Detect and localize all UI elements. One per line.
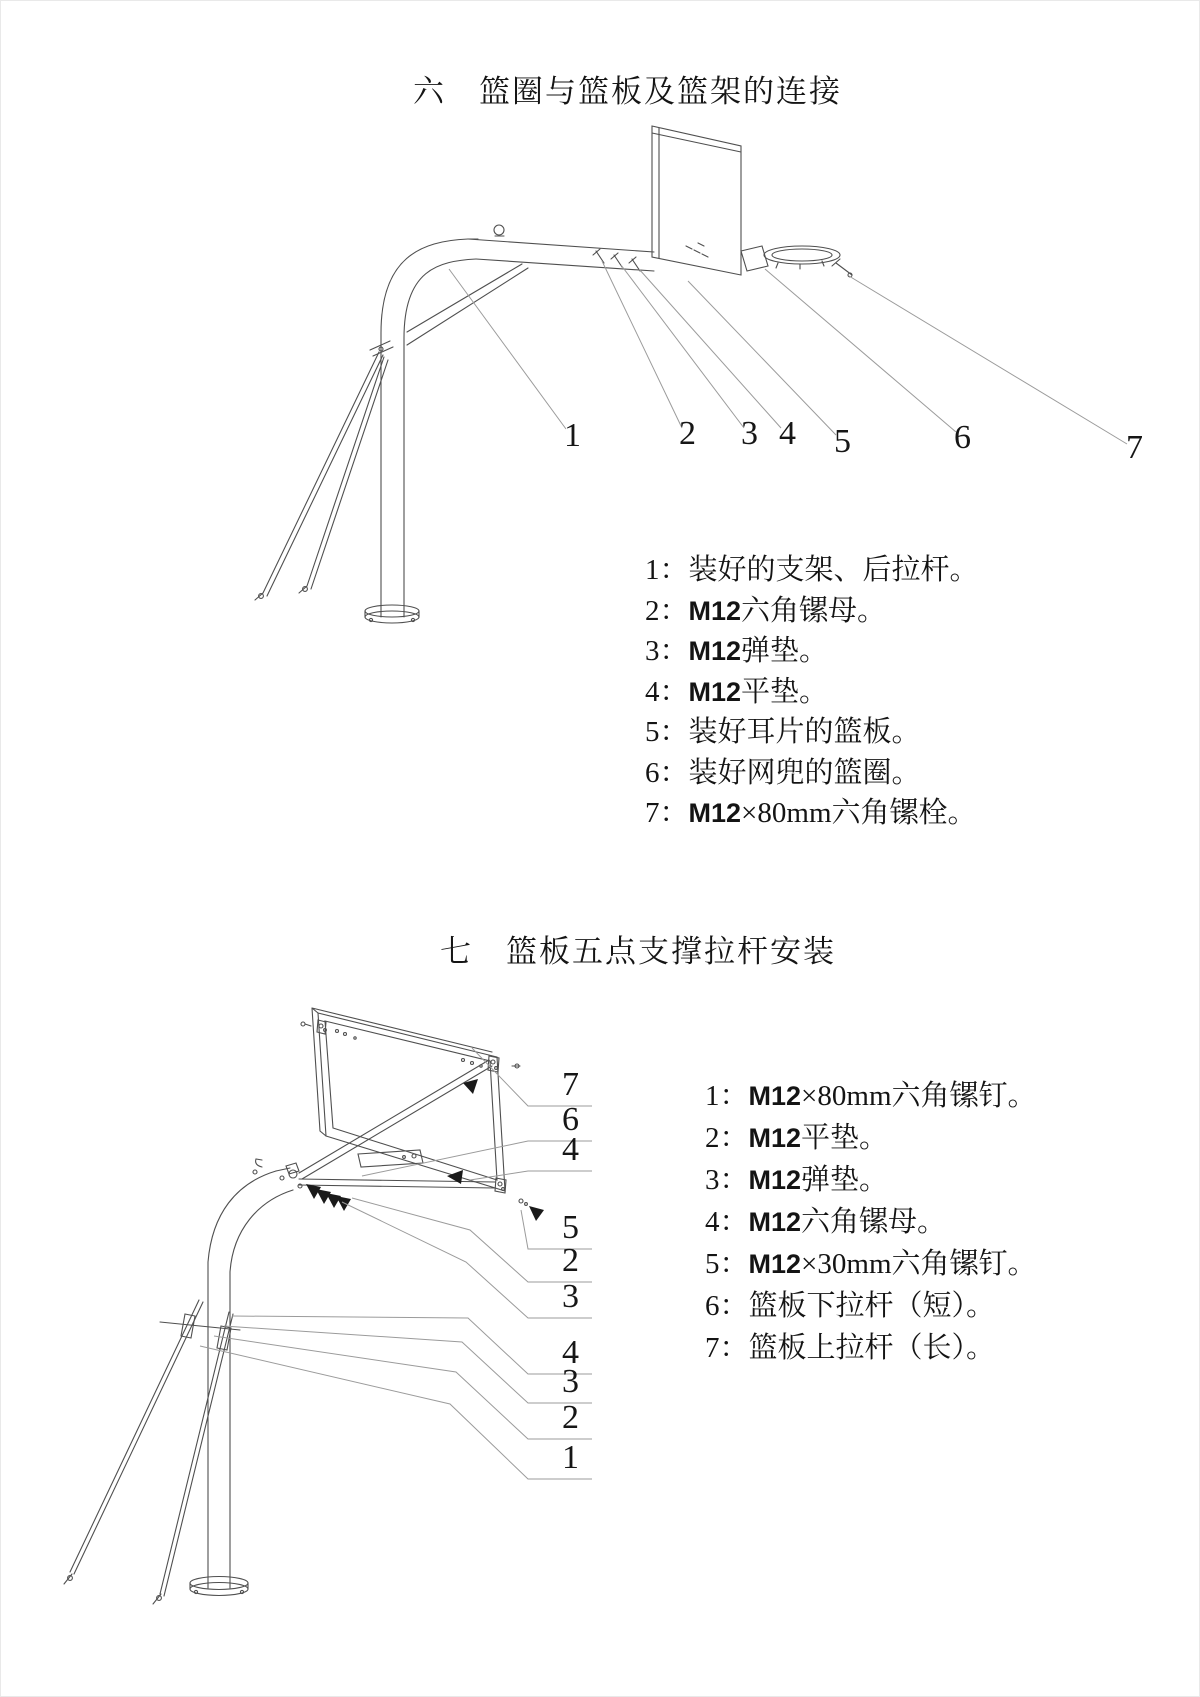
- backboard: [652, 126, 741, 275]
- part-description: 六角镙母。: [741, 594, 887, 627]
- callout-number: 2: [562, 1399, 579, 1436]
- part-spec-bold: M12: [688, 636, 742, 666]
- part-number: 1：: [705, 1080, 749, 1112]
- part-number: 4：: [705, 1206, 749, 1238]
- callout-number: 4: [562, 1334, 579, 1371]
- part-item: [645, 631, 979, 672]
- part-number: 6：: [645, 756, 689, 789]
- stay-rods: [255, 341, 393, 600]
- part-spec-bold: M12: [748, 1081, 802, 1111]
- part-description: 篮板下拉杆（短）。: [748, 1290, 996, 1322]
- part-description: 六角镙钉。: [891, 1248, 1037, 1280]
- part-number: 4：: [645, 675, 689, 708]
- section6-parts-list: [645, 550, 979, 834]
- part-item: [705, 1075, 1037, 1117]
- part-spec-bold: M12: [748, 1207, 802, 1237]
- part-number: 6：: [705, 1290, 749, 1322]
- callout-number: 1: [562, 1439, 579, 1476]
- part-item: [645, 591, 979, 632]
- part-description: 弹垫。: [801, 1164, 889, 1196]
- part-description: 装好网兜的篮圈。: [688, 756, 921, 789]
- part-item: [705, 1243, 1037, 1285]
- stay-rods: [64, 1300, 240, 1604]
- part-item: [645, 753, 979, 794]
- section6-title: 六 篮圈与篮板及篮架的连接: [413, 74, 842, 109]
- part-description: 装好的支架、后拉杆。: [688, 554, 979, 586]
- section7-parts-list: [705, 1075, 1037, 1369]
- part-spec-bold: M12: [748, 1249, 802, 1279]
- part-item: [705, 1285, 1037, 1327]
- callout-number: 7: [562, 1066, 579, 1103]
- callout-number: 4: [779, 415, 796, 452]
- part-number: 3：: [705, 1164, 749, 1196]
- base-plate: [365, 605, 419, 623]
- callout-number: 7: [1126, 429, 1143, 466]
- part-item: [705, 1117, 1037, 1159]
- callout-number: 4: [562, 1131, 579, 1168]
- part-description: 六角镙栓。: [831, 797, 977, 829]
- corner-bolt: [519, 1199, 527, 1205]
- figure7-leader-lines: [200, 1048, 592, 1479]
- part-number: 2：: [705, 1122, 749, 1154]
- part-item: [645, 550, 979, 591]
- part-description: 平垫。: [741, 675, 829, 708]
- part-description: 平垫。: [801, 1122, 889, 1154]
- pole: [208, 1168, 293, 1588]
- callout-number: 2: [679, 415, 696, 452]
- part-number: 1：: [645, 554, 689, 586]
- part-item: [645, 793, 979, 834]
- section7-title: 七 篮板五点支撑拉杆安装: [440, 934, 836, 969]
- part-number: 7：: [705, 1332, 749, 1364]
- callout-number: 3: [741, 415, 758, 452]
- base-plate: [190, 1577, 248, 1596]
- part-item: [705, 1327, 1037, 1369]
- part-spec-bold: M12: [688, 595, 742, 626]
- part-spec: ×30mm: [801, 1248, 892, 1280]
- part-spec: ×80mm: [741, 797, 832, 829]
- figure7-arrows: [306, 1079, 544, 1221]
- callout-number: 5: [834, 423, 851, 460]
- callout-number: 5: [562, 1209, 579, 1246]
- rim: [741, 246, 840, 271]
- callout-number: 2: [562, 1242, 579, 1279]
- beam: [468, 239, 654, 271]
- part-number: 7：: [645, 797, 689, 829]
- callout-number: 1: [564, 417, 581, 454]
- part-description: 六角镙钉。: [891, 1080, 1037, 1112]
- part-number: 3：: [645, 635, 689, 667]
- upper-pull-rod: [299, 1060, 492, 1179]
- part-description: 篮板上拉杆（长）。: [748, 1332, 996, 1364]
- pole: [381, 239, 478, 617]
- part-item: [705, 1201, 1037, 1243]
- part-number: 2：: [645, 594, 689, 627]
- hub-joint: [253, 1159, 302, 1188]
- brace: [407, 264, 528, 345]
- figure6-basketball-stand-drawing: [255, 126, 852, 623]
- callout-number: 3: [562, 1363, 579, 1400]
- part-item: [705, 1159, 1037, 1201]
- part-description: 六角镙母。: [801, 1206, 947, 1238]
- lift-hook: [494, 225, 504, 236]
- part-item: [645, 672, 979, 713]
- callout-number: 3: [562, 1278, 579, 1315]
- part-description: 弹垫。: [741, 635, 829, 667]
- part-spec-bold: M12: [688, 798, 742, 828]
- part-spec-bold: M12: [748, 1123, 802, 1153]
- part-spec: ×80mm: [801, 1080, 892, 1112]
- part-spec-bold: M12: [748, 1165, 802, 1195]
- hex-bolt: [832, 259, 852, 277]
- callout-number: 6: [954, 419, 971, 456]
- part-number: 5：: [705, 1248, 749, 1280]
- figure7-backboard-stay-drawing: [64, 1008, 527, 1604]
- part-description: 装好耳片的篮板。: [688, 716, 921, 748]
- callout-number: 6: [562, 1101, 579, 1138]
- part-spec-bold: M12: [688, 676, 742, 707]
- part-item: [645, 712, 979, 753]
- part-number: 5：: [645, 716, 689, 748]
